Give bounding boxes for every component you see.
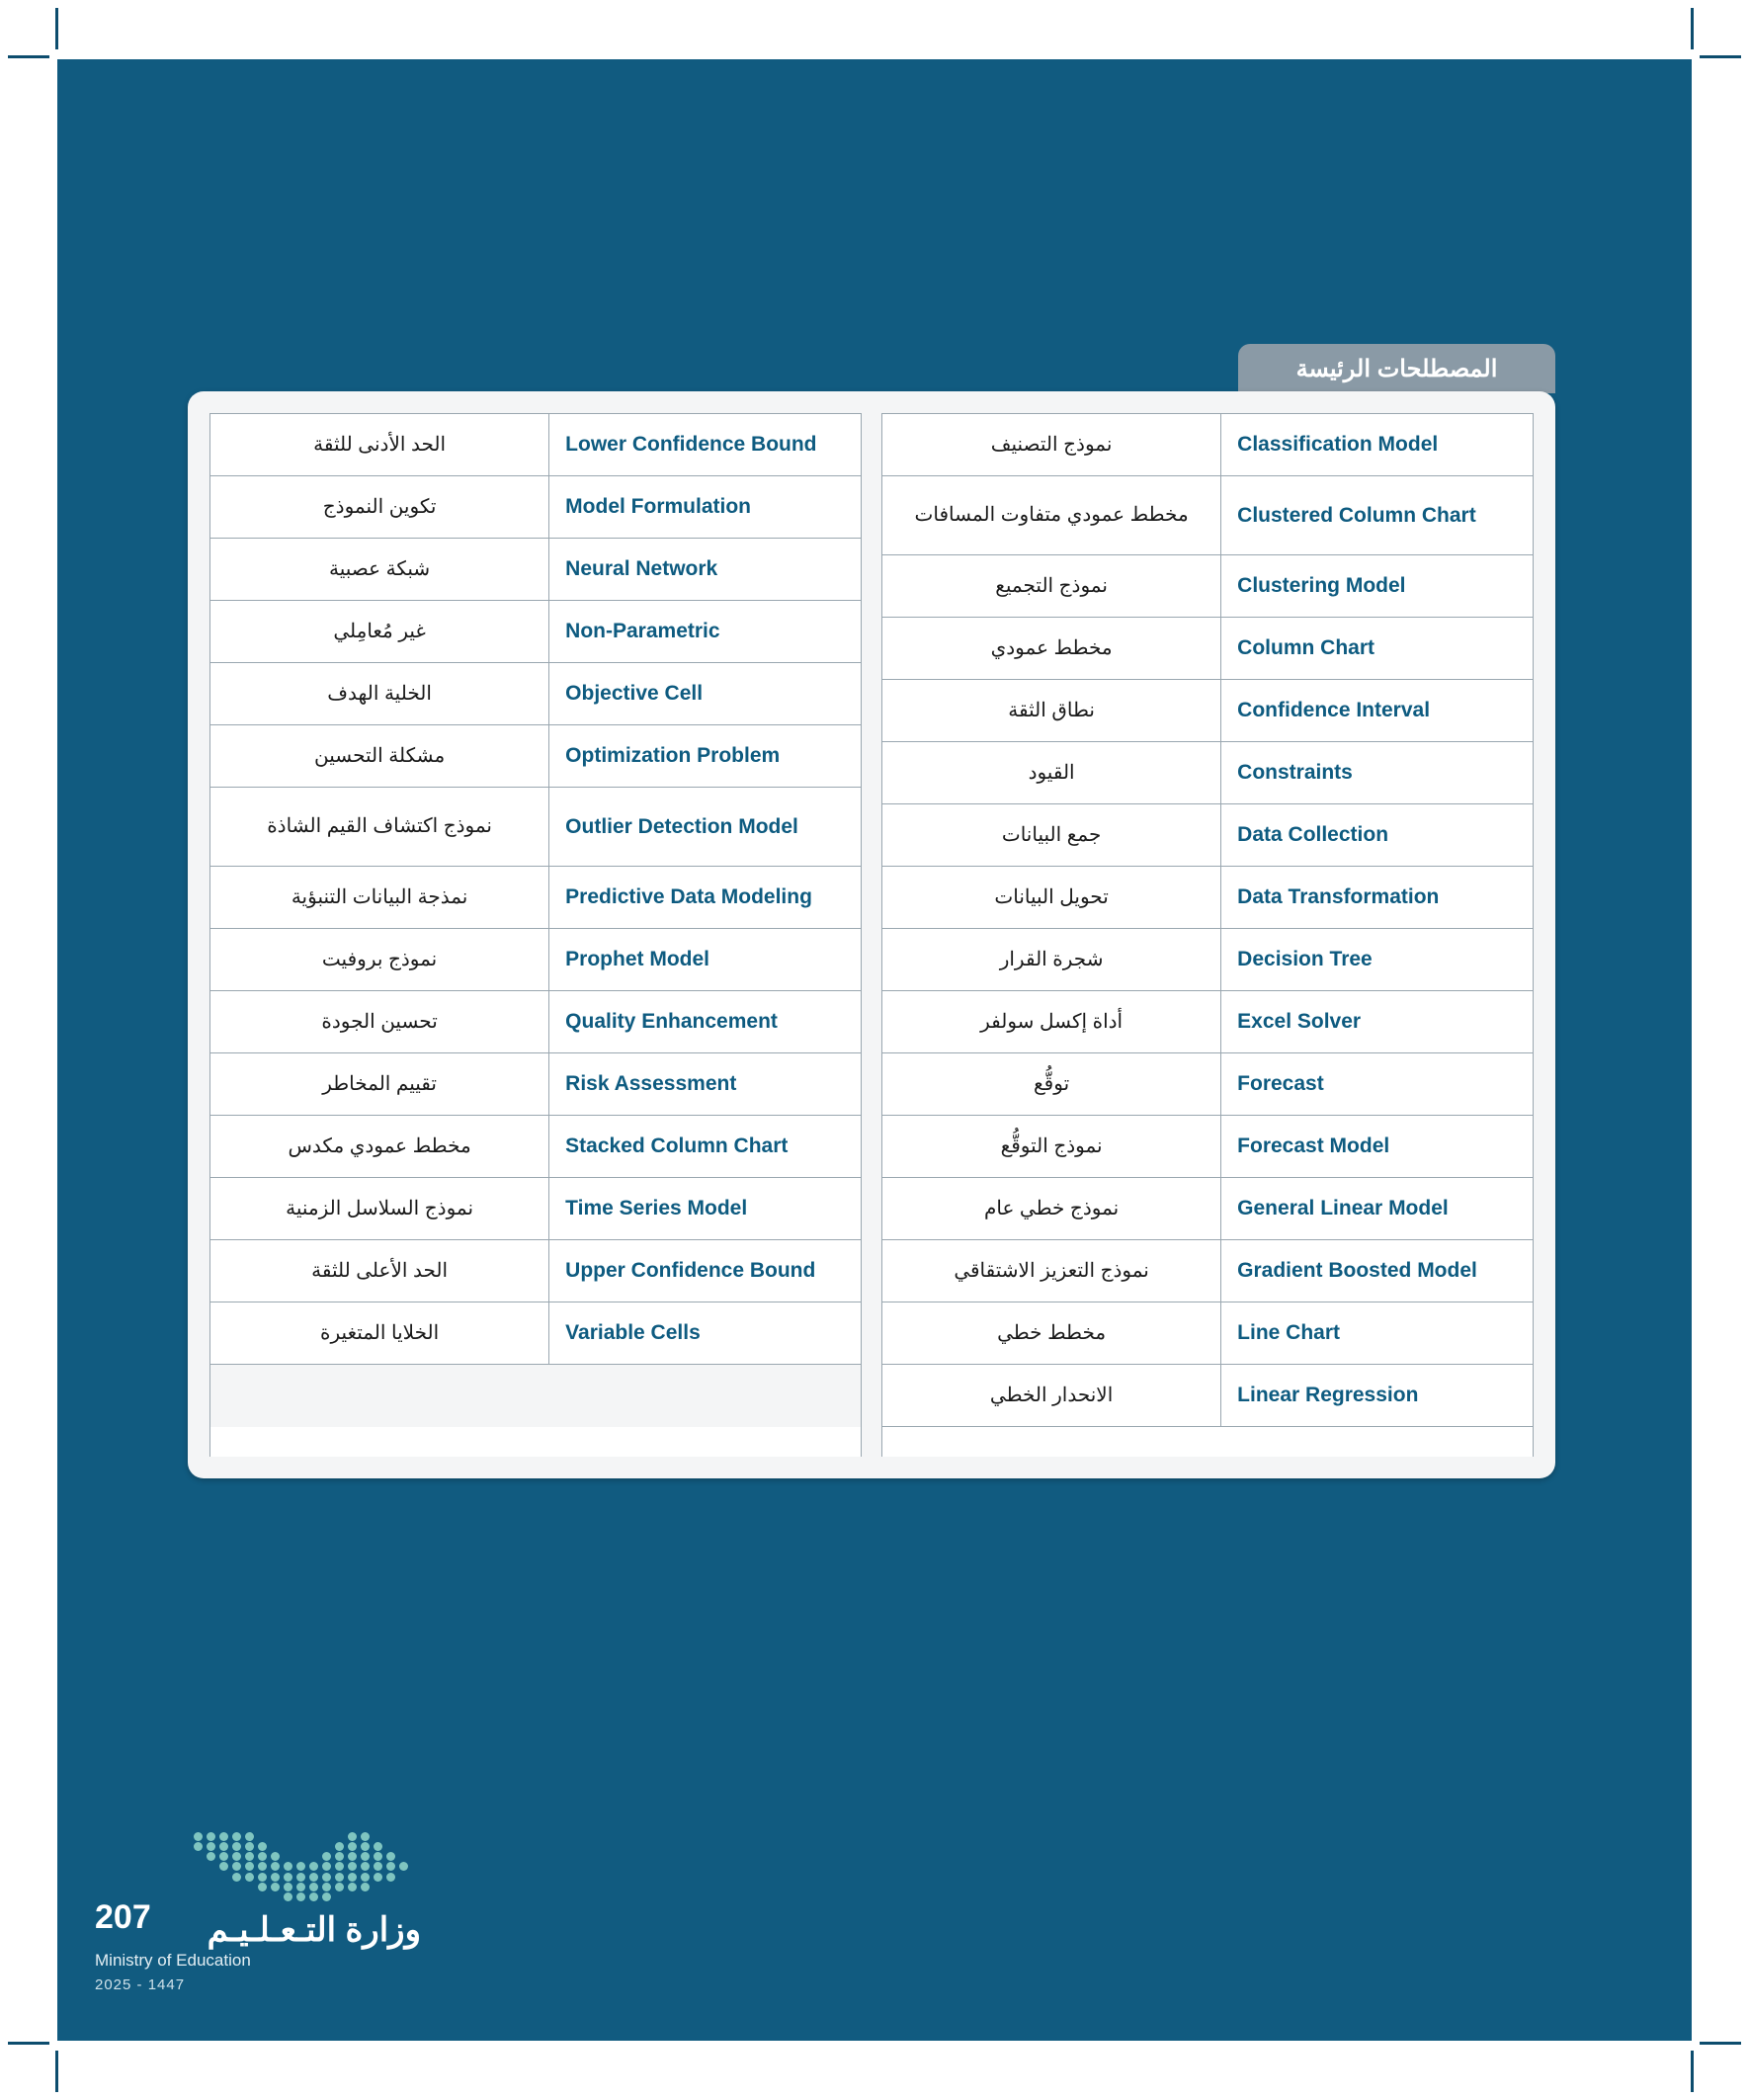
crop-mark: [55, 2051, 58, 2092]
term-arabic: أداة إكسل سولفر: [980, 1010, 1124, 1033]
logo-dot: [271, 1852, 280, 1861]
term-row: [882, 414, 1533, 476]
term-english: Data Transformation: [1220, 867, 1533, 928]
term-arabic: غير مُعامِلي: [333, 620, 426, 642]
term-row: [210, 991, 861, 1053]
logo-dot: [322, 1892, 331, 1901]
term-english: Forecast Model: [1220, 1116, 1533, 1177]
logo-dot: [296, 1873, 305, 1882]
logo-dot: [348, 1832, 357, 1841]
term-arabic: مشكلة التحسين: [313, 744, 446, 767]
logo-dot: [361, 1832, 370, 1841]
logo-dot: [386, 1852, 395, 1861]
logo-dot: [361, 1852, 370, 1861]
term-english: Risk Assessment: [548, 1053, 861, 1115]
term-english: Non-Parametric: [548, 601, 861, 662]
term-arabic: نموذج التصنيف: [990, 433, 1113, 456]
logo-dot: [361, 1883, 370, 1891]
logo-dot: [348, 1852, 357, 1861]
logo-dot: [245, 1873, 254, 1882]
crop-mark: [8, 55, 49, 58]
terms-column-right: [209, 413, 862, 1457]
term-arabic: نموذج السلاسل الزمنية: [286, 1197, 474, 1219]
term-english: Optimization Problem: [548, 725, 861, 787]
logo-dot: [258, 1862, 267, 1871]
term-english: Clustering Model: [1220, 555, 1533, 617]
term-english: Line Chart: [1220, 1302, 1533, 1364]
logo-dot: [271, 1862, 280, 1871]
term-arabic: نموذج التعزيز الاشتقاقي: [954, 1259, 1149, 1282]
term-english: Neural Network: [548, 539, 861, 600]
term-arabic: الخلايا المتغيرة: [320, 1321, 440, 1344]
term-english: Forecast: [1220, 1053, 1533, 1115]
logo-dot: [386, 1862, 395, 1871]
term-row: [882, 804, 1533, 867]
term-arabic: الحد الأدنى للثقة: [313, 433, 447, 456]
term-arabic: تكوين النموذج: [322, 495, 437, 518]
logo-dot: [219, 1842, 228, 1851]
logo-dot: [348, 1873, 357, 1882]
logo-dot: [245, 1832, 254, 1841]
logo-dot: [271, 1883, 280, 1891]
crop-mark: [1700, 55, 1741, 58]
term-arabic: الحد الأعلى للثقة: [311, 1259, 449, 1282]
term-row: [210, 1240, 861, 1302]
term-arabic: توقُّع: [1034, 1072, 1070, 1095]
terms-column-left: [881, 413, 1534, 1457]
terms-column-filler: [210, 1365, 861, 1427]
logo-dot: [194, 1842, 203, 1851]
logo-dot: [258, 1873, 267, 1882]
logo-dot: [296, 1883, 305, 1891]
term-english: Model Formulation: [548, 476, 861, 538]
term-arabic: الانحدار الخطي: [989, 1384, 1114, 1406]
logo-dot: [284, 1892, 292, 1901]
term-arabic: القيود: [1028, 761, 1075, 784]
term-row: [210, 601, 861, 663]
term-english: Linear Regression: [1220, 1365, 1533, 1426]
term-arabic: نموذج التوقُّع: [1000, 1134, 1103, 1157]
term-arabic: نموذج خطي عام: [983, 1197, 1120, 1219]
term-row: [210, 1116, 861, 1178]
logo-dot: [309, 1892, 318, 1901]
term-row: [210, 476, 861, 539]
logo-dot: [232, 1842, 241, 1851]
term-row: [882, 555, 1533, 618]
logo-dot: [335, 1883, 344, 1891]
term-english: Lower Confidence Bound: [548, 414, 861, 475]
term-arabic: نموذج التجميع: [995, 574, 1108, 597]
term-english: Outlier Detection Model: [548, 788, 861, 866]
logo-dot: [399, 1862, 408, 1871]
crop-mark: [1691, 2051, 1694, 2092]
logo-dot: [245, 1852, 254, 1861]
logo-dot: [232, 1873, 241, 1882]
term-row: [210, 1053, 861, 1116]
logo-dot: [245, 1862, 254, 1871]
logo-dot: [374, 1862, 382, 1871]
logo-dot: [335, 1842, 344, 1851]
logo-dot: [361, 1873, 370, 1882]
ministry-footer: [95, 1832, 421, 1993]
terms-panel-header: [1238, 344, 1555, 393]
term-english: Upper Confidence Bound: [548, 1240, 861, 1302]
logo-dot: [207, 1832, 215, 1841]
page-margin-bottom: [0, 2041, 1749, 2100]
term-english: Data Collection: [1220, 804, 1533, 866]
ministry-logo-dots-icon: [194, 1832, 421, 1903]
term-arabic: مخطط عمودي: [990, 636, 1113, 659]
term-row: [210, 1178, 861, 1240]
logo-dot: [284, 1883, 292, 1891]
logo-dot: [335, 1862, 344, 1871]
term-row: [882, 1178, 1533, 1240]
term-english: Constraints: [1220, 742, 1533, 803]
term-english: Objective Cell: [548, 663, 861, 724]
logo-dot: [194, 1832, 203, 1841]
term-row: [882, 1116, 1533, 1178]
term-arabic: تقييم المخاطر: [322, 1072, 437, 1095]
logo-dot: [309, 1862, 318, 1871]
term-arabic: مخطط عمودي مكدس: [288, 1134, 471, 1157]
term-row: [882, 618, 1533, 680]
term-row: [882, 929, 1533, 991]
term-arabic: نموذج اكتشاف القيم الشاذة: [267, 815, 492, 837]
term-row: [882, 867, 1533, 929]
term-row: [210, 663, 861, 725]
term-row: [882, 476, 1533, 555]
page-margin-right: [1692, 0, 1749, 2100]
logo-dot: [374, 1852, 382, 1861]
term-row: [882, 991, 1533, 1053]
ministry-name-en: Ministry of Education: [95, 1951, 251, 1970]
logo-dot: [361, 1842, 370, 1851]
crop-mark: [1691, 8, 1694, 49]
term-row: [210, 1302, 861, 1365]
logo-dot: [361, 1862, 370, 1871]
term-row: [210, 867, 861, 929]
logo-dot: [232, 1832, 241, 1841]
term-row: [210, 788, 861, 867]
logo-dot: [374, 1842, 382, 1851]
term-english: Clustered Column Chart: [1220, 476, 1533, 554]
term-english: Confidence Interval: [1220, 680, 1533, 741]
term-row: [210, 414, 861, 476]
logo-dot: [309, 1873, 318, 1882]
term-row: [882, 742, 1533, 804]
terms-panel-title: المصطلحات الرئيسة: [1295, 355, 1498, 382]
term-arabic: نموذج بروفيت: [321, 948, 438, 970]
term-english: General Linear Model: [1220, 1178, 1533, 1239]
logo-dot: [284, 1873, 292, 1882]
term-english: Decision Tree: [1220, 929, 1533, 990]
logo-dot: [335, 1852, 344, 1861]
page-margin-top: [0, 0, 1749, 59]
term-row: [210, 725, 861, 788]
logo-dot: [219, 1862, 228, 1871]
logo-dot: [232, 1852, 241, 1861]
term-row: [210, 929, 861, 991]
term-english: Stacked Column Chart: [548, 1116, 861, 1177]
logo-dot: [271, 1873, 280, 1882]
crop-mark: [8, 2042, 49, 2045]
term-row: [210, 539, 861, 601]
term-arabic: شجرة القرار: [999, 948, 1104, 970]
term-english: Column Chart: [1220, 618, 1533, 679]
ministry-year: 2025 - 1447: [95, 1976, 186, 1993]
logo-dot: [386, 1873, 395, 1882]
logo-dot: [322, 1873, 331, 1882]
page-margin-left: [0, 0, 57, 2100]
logo-dot: [309, 1883, 318, 1891]
logo-dot: [322, 1852, 331, 1861]
logo-dot: [322, 1883, 331, 1891]
logo-dot: [284, 1862, 292, 1871]
logo-dot: [245, 1842, 254, 1851]
term-english: Variable Cells: [548, 1302, 861, 1364]
logo-dot: [348, 1862, 357, 1871]
term-arabic: تحسين الجودة: [321, 1010, 438, 1033]
page-number: 207: [95, 1898, 151, 1936]
logo-dot: [374, 1873, 382, 1882]
ministry-name-ar: وزارة التـعـلـيـم: [207, 1911, 421, 1949]
logo-dot: [296, 1862, 305, 1871]
term-arabic: الخلية الهدف: [327, 682, 432, 705]
logo-dot: [207, 1852, 215, 1861]
logo-dot: [207, 1842, 215, 1851]
logo-dot: [348, 1883, 357, 1891]
term-row: [882, 680, 1533, 742]
term-row: [882, 1240, 1533, 1302]
term-english: Excel Solver: [1220, 991, 1533, 1052]
term-english: Prophet Model: [548, 929, 861, 990]
term-arabic: نطاق الثقة: [1008, 699, 1095, 721]
term-english: Classification Model: [1220, 414, 1533, 475]
term-english: Gradient Boosted Model: [1220, 1240, 1533, 1302]
logo-dot: [335, 1873, 344, 1882]
term-arabic: تحويل البيانات: [994, 885, 1109, 908]
term-arabic: شبكة عصبية: [329, 557, 431, 580]
term-english: Time Series Model: [548, 1178, 861, 1239]
term-row: [882, 1053, 1533, 1116]
logo-dot: [232, 1862, 241, 1871]
terms-panel: [188, 391, 1555, 1478]
term-english: Quality Enhancement: [548, 991, 861, 1052]
logo-dot: [219, 1832, 228, 1841]
logo-dot: [296, 1892, 305, 1901]
logo-dot: [258, 1842, 267, 1851]
logo-dot: [258, 1852, 267, 1861]
term-arabic: مخطط خطي: [997, 1321, 1107, 1344]
crop-mark: [55, 8, 58, 49]
term-row: [882, 1302, 1533, 1365]
term-arabic: مخطط عمودي متفاوت المسافات: [914, 504, 1189, 526]
term-arabic: جمع البيانات: [1001, 823, 1102, 846]
term-row: [882, 1365, 1533, 1427]
logo-dot: [322, 1862, 331, 1871]
term-english: Predictive Data Modeling: [548, 867, 861, 928]
logo-dot: [348, 1842, 357, 1851]
logo-dot: [219, 1852, 228, 1861]
logo-dot: [258, 1883, 267, 1891]
crop-mark: [1700, 2042, 1741, 2045]
term-arabic: نمذجة البيانات التنبؤية: [291, 885, 468, 908]
